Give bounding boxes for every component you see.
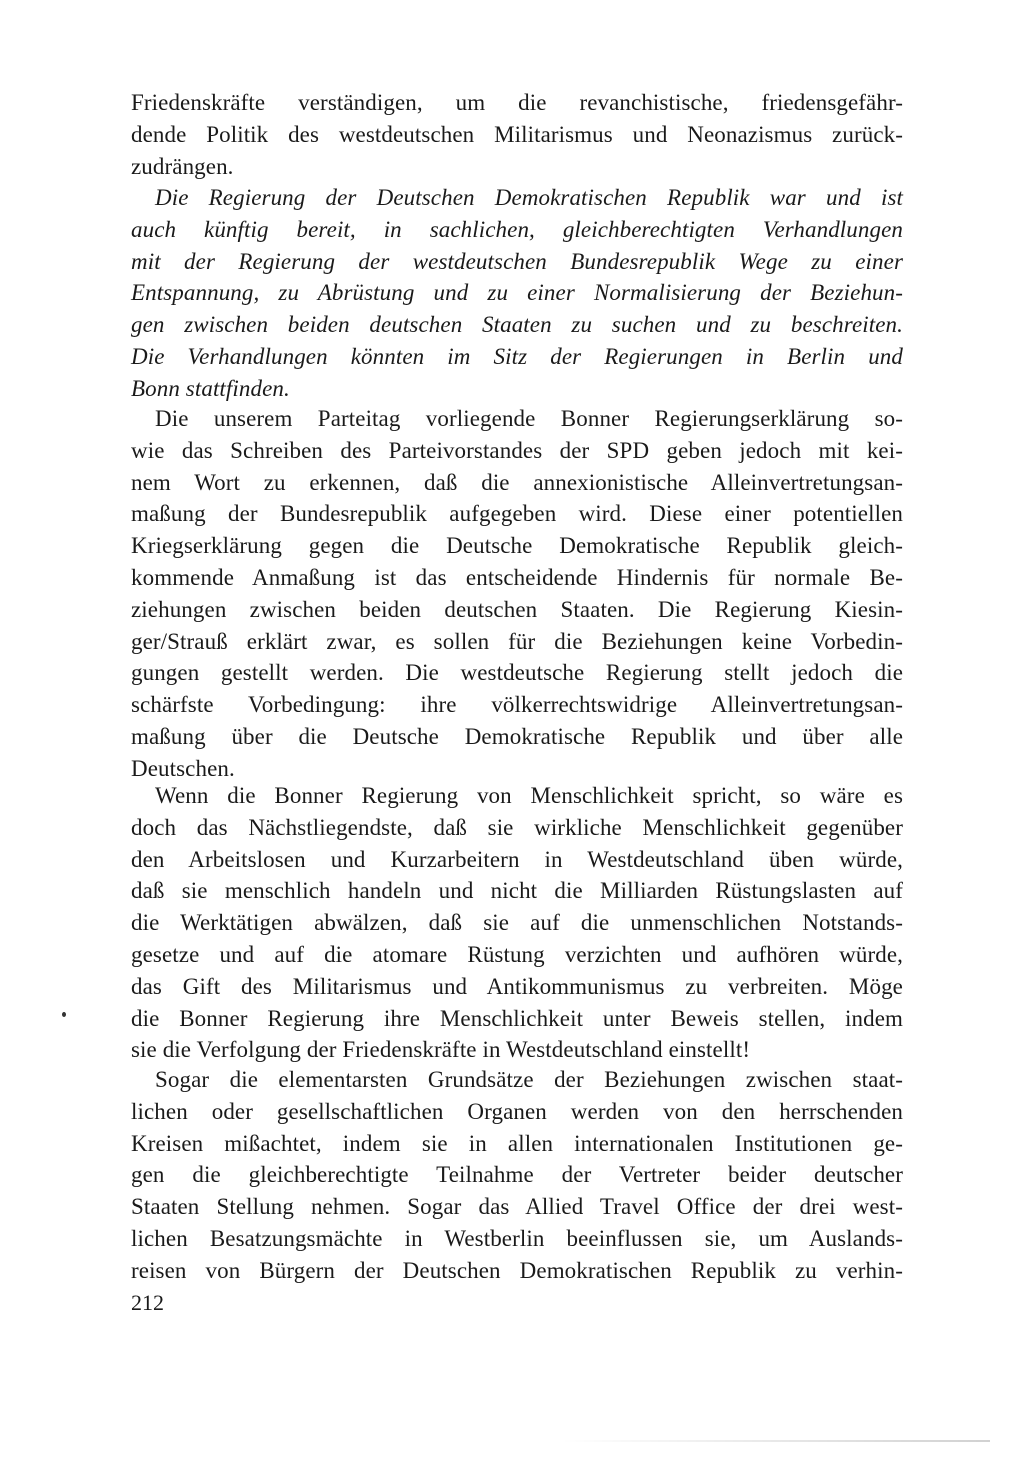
text-line: gungen gestellt werden. Die westdeutsche Regierung stellt jedoch die [131,660,903,686]
text-line: die Werktätigen abwälzen, daß sie auf die unmenschlichen Notstands- [131,910,903,936]
paragraph-2-italic [131,182,903,405]
text-line: die Bonner Regierung ihre Menschlichkeit unter Beweis stellen, indem [131,1005,903,1031]
text-line: mit der Regierung der westdeutschen Bundesrepublik Wege zu einer [131,248,903,274]
text-line: zudrängen. [131,153,234,179]
text-line: nem Wort zu erkennen, daß die annexionistische Alleinvertretungsan- [131,469,903,495]
text-line: ger/Strauß erklärt zwar, es sollen für die Beziehungen keine Vorbedin- [131,628,903,654]
text-line: Kreisen mißachtet, indem sie in allen internationalen Institutionen ge- [131,1130,903,1156]
text-line: gen zwischen beiden deutschen Staaten zu suchen und zu beschreiten. [131,312,903,338]
text-line: gesetze und auf die atomare Rüstung verzichten und aufhören würde, [131,941,903,967]
text-line: maßung der Bundesrepublik aufgegeben wird. Diese einer potentiellen [131,501,903,527]
scan-edge-line [560,1440,990,1442]
scan-speck [62,1012,66,1017]
text-line: Staaten Stellung nehmen. Sogar das Allied Travel Office der drei west- [131,1194,903,1220]
text-line: auch künftig bereit, in sachlichen, gleichberechtigten Verhandlungen [131,216,903,242]
text-line: Kriegserklärung gegen die Deutsche Demokratische Republik gleich- [131,533,903,559]
text-line: den Arbeitslosen und Kurzarbeitern in Westdeutschland üben würde, [131,846,903,872]
page-number: 212 [131,1290,164,1315]
text-line: ziehungen zwischen beiden deutschen Staaten. Die Regierung Kiesin- [131,596,903,622]
text-line: Deutschen. [131,755,235,781]
paragraph-1 [131,87,903,182]
text-line: Die Verhandlungen könnten im Sitz der Regierungen in Berlin und [131,343,903,369]
text-line: Wenn die Bonner Regierung von Menschlichkeit spricht, so wäre es [155,783,903,808]
text-line: daß sie menschlich handeln und nicht die Milliarden Rüstungslasten auf [131,878,903,904]
text-line: wie das Schreiben des Parteivorstandes der SPD geben jedoch mit kei- [131,437,903,463]
text-line: schärfste Vorbedingung: ihre völkerrechtswidrige Alleinvertretungsan- [131,692,903,718]
text-line: das Gift des Militarismus und Antikommunismus zu verbreiten. Möge [131,973,903,999]
text-line: Die unserem Parteitag vorliegende Bonner Regierungserklärung so- [155,406,903,431]
text-line: kommende Anmaßung ist das entscheidende Hindernis für normale Be- [131,564,903,590]
text-line: reisen von Bürgern der Deutschen Demokratischen Republik zu verhin- [131,1257,903,1283]
text-line: lichen oder gesellschaftlichen Organen werden von den herrschenden [131,1098,903,1124]
text-line: Friedenskräfte verständigen, um die revanchistische, friedensgefähr- [131,90,903,115]
text-line: dende Politik des westdeutschen Militarismus und Neonazismus zurück- [131,121,903,147]
text-line: Bonn stattfinden. [131,375,290,401]
paragraph-4 [131,780,903,1066]
text-line: Sogar die elementarsten Grundsätze der Beziehungen zwischen staat- [155,1067,903,1092]
text-line: maßung über die Deutsche Demokratische Republik und über alle [131,723,903,749]
text-line: doch das Nächstliegendste, daß sie wirkliche Menschlichkeit gegenüber [131,814,903,840]
text-line: Die Regierung der Deutschen Demokratischen Republik war und ist [155,185,903,210]
text-line: gen die gleichberechtigte Teilnahme der Vertreter beider deutscher [131,1162,903,1188]
text-line: Entspannung, zu Abrüstung und zu einer Normalisierung der Beziehun- [131,280,903,306]
text-line: sie die Verfolgung der Friedenskräfte in Westdeutschland einstellt! [131,1037,751,1063]
text-line: lichen Besatzungsmächte in Westberlin beeinflussen sie, um Auslands- [131,1225,903,1251]
paragraph-3 [131,403,903,785]
paragraph-5 [131,1064,903,1287]
